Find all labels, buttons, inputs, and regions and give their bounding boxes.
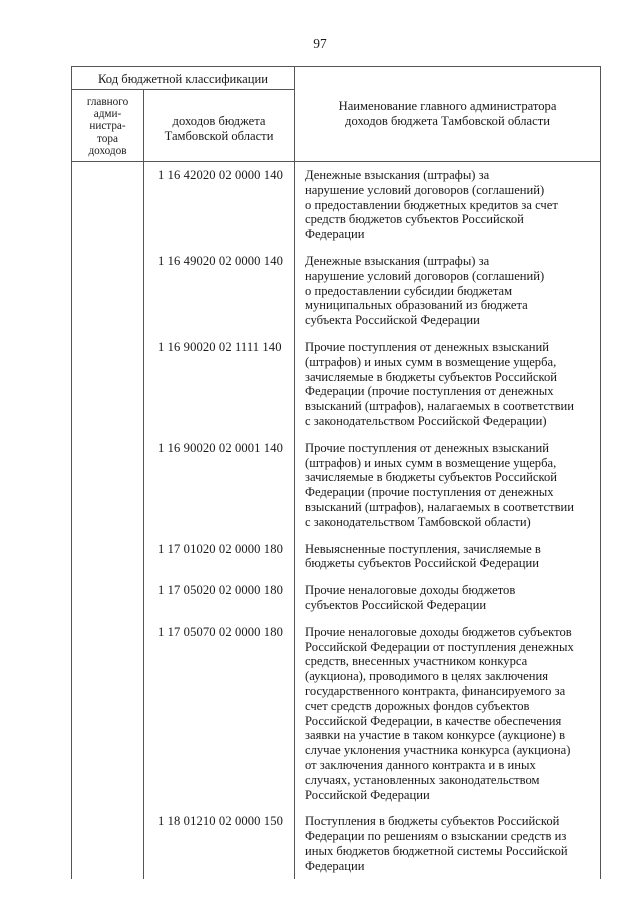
revenue-name-line: Прочие неналоговые доходы бюджетов <box>305 583 516 598</box>
revenue-name-line: субъекта Российской Федерации <box>305 313 480 328</box>
header-administrator-name <box>295 67 601 162</box>
table-row <box>72 248 601 334</box>
header-revenue-code-line: Тамбовской области <box>164 128 274 143</box>
table-row <box>72 536 601 578</box>
revenue-name-line: взысканий (штрафов), налагаемых в соответствии <box>305 399 574 414</box>
revenue-name-line: счет средств дорожных фондов субъектов <box>305 698 530 713</box>
header-main-administrator <box>72 90 144 162</box>
revenue-name-line: случае уклонения участника конкурса (аукциона) <box>305 743 571 758</box>
header-main-administrator-line: доходов <box>88 144 127 157</box>
header-revenue-code-line: доходов бюджета <box>172 113 266 128</box>
table-row <box>72 808 601 879</box>
header-administrator-name-line: доходов бюджета Тамбовской области <box>345 114 550 128</box>
revenue-name-line: Федерации (прочие поступления от денежных <box>305 384 554 399</box>
revenue-name-line: (штрафов) и иных сумм в возмещение ущерба, <box>305 455 557 470</box>
revenue-name-line: государственного контракта, финансируемого за <box>305 683 566 698</box>
admin-code-cell <box>72 435 144 536</box>
admin-code-cell <box>72 808 144 879</box>
revenue-name-cell <box>295 248 601 334</box>
revenue-name-line: Прочие поступления от денежных взысканий <box>305 339 549 354</box>
table-row <box>72 162 601 248</box>
admin-code-cell <box>72 577 144 619</box>
header-revenue-code <box>144 90 295 162</box>
revenue-name-line: Федерации <box>305 858 365 873</box>
revenue-name-line: средств бюджетов субъектов Российской <box>305 212 524 227</box>
revenue-name-cell <box>295 334 601 435</box>
revenue-name-line: Российской Федерации, в качестве обеспечения <box>305 713 562 728</box>
revenue-code-cell: 1 17 05070 02 0000 180 <box>144 619 295 809</box>
table-row <box>72 435 601 536</box>
revenue-name-cell <box>295 162 601 248</box>
admin-code-cell <box>72 536 144 578</box>
revenue-name-line: муниципальных образований из бюджета <box>305 298 528 313</box>
revenue-name-cell <box>295 808 601 879</box>
revenue-code-cell: 1 16 42020 02 0000 140 <box>144 162 295 248</box>
revenue-name-line: о предоставлении бюджетных кредитов за счет <box>305 197 558 212</box>
page-number: 97 <box>313 36 327 51</box>
table-header <box>72 67 601 162</box>
revenue-name-line: нарушение условий договоров (соглашений) <box>305 268 545 283</box>
revenue-name-line: Федерации (прочие поступления от денежных <box>305 485 554 500</box>
revenue-name-line: Российской Федерации от поступления денежных <box>305 639 574 654</box>
revenue-name-line: от заключения данного контракта и в иных <box>305 757 536 772</box>
revenue-name-cell <box>295 619 601 809</box>
admin-code-cell <box>72 248 144 334</box>
header-main-administrator-line: главного <box>86 96 129 108</box>
admin-code-cell <box>72 162 144 248</box>
revenue-name-cell <box>295 577 601 619</box>
header-main-administrator-line: адми- <box>93 108 122 121</box>
revenue-name-line: Денежные взыскания (штрафы) за <box>305 254 490 268</box>
admin-code-cell <box>72 619 144 809</box>
revenue-name-line: взысканий (штрафов), налагаемых в соответствии <box>305 499 574 514</box>
header-budget-classification-code: Код бюджетной классификации <box>72 67 295 90</box>
revenue-code-cell: 1 17 05020 02 0000 180 <box>144 577 295 619</box>
table-row <box>72 619 601 809</box>
revenue-code-cell: 1 16 90020 02 1111 140 <box>144 334 295 435</box>
revenue-name-line: зачисляемые в бюджеты субъектов Российской <box>305 369 557 384</box>
revenue-name-line: с законодательством Тамбовской области) <box>305 514 531 529</box>
revenue-name-line: зачисляемые в бюджеты субъектов Российской <box>305 470 557 485</box>
revenue-name-line: Невыясненные поступления, зачисляемые в <box>305 541 541 556</box>
table-row <box>72 577 601 619</box>
revenue-name-line: субъектов Российской Федерации <box>305 597 487 612</box>
revenue-name-line: Прочие неналоговые доходы бюджетов субъектов <box>305 624 572 639</box>
budget-classification-table <box>71 66 601 879</box>
revenue-name-line: о предоставлении субсидии бюджетам <box>305 283 513 298</box>
header-administrator-name-line: Наименование главного администратора <box>338 99 557 114</box>
revenue-name-cell <box>295 435 601 536</box>
revenue-name-line: с законодательством Российской Федерации) <box>305 413 547 428</box>
revenue-name-line: (штрафов) и иных сумм в возмещение ущерба, <box>305 354 557 369</box>
table-row <box>72 334 601 435</box>
table-body <box>72 162 601 880</box>
header-main-administrator-line: тора <box>97 132 118 145</box>
revenue-name-line: (аукциона), проводимого в целях заключения <box>305 669 549 684</box>
revenue-code-cell: 1 16 90020 02 0001 140 <box>144 435 295 536</box>
revenue-name-line: средств, внесенных участником конкурса <box>305 654 528 669</box>
revenue-name-line: нарушение условий договоров (соглашений) <box>305 182 545 197</box>
revenue-name-line: Федерации по решениям о взыскании средств из <box>305 829 567 844</box>
revenue-name-line: случаях, установленных законодательством <box>305 772 540 787</box>
revenue-name-line: бюджеты субъектов Российской Федерации <box>305 556 539 571</box>
revenue-name-line: Федерации <box>305 227 365 242</box>
revenue-code-cell: 1 18 01210 02 0000 150 <box>144 808 295 879</box>
revenue-name-line: заявки на участие в таком конкурсе (аукционе) в <box>305 728 566 743</box>
revenue-name-line: Прочие поступления от денежных взысканий <box>305 440 549 455</box>
revenue-name-line: Российской Федерации <box>305 787 430 802</box>
revenue-name-line: иных бюджетов бюджетной системы Российской <box>305 843 568 858</box>
admin-code-cell <box>72 334 144 435</box>
revenue-name-cell <box>295 536 601 578</box>
revenue-code-cell: 1 17 01020 02 0000 180 <box>144 536 295 578</box>
revenue-name-line: Поступления в бюджеты субъектов Российской <box>305 814 560 829</box>
revenue-code-cell: 1 16 49020 02 0000 140 <box>144 248 295 334</box>
revenue-name-line: Денежные взыскания (штрафы) за <box>305 168 490 183</box>
header-main-administrator-line: нистра- <box>89 120 126 133</box>
